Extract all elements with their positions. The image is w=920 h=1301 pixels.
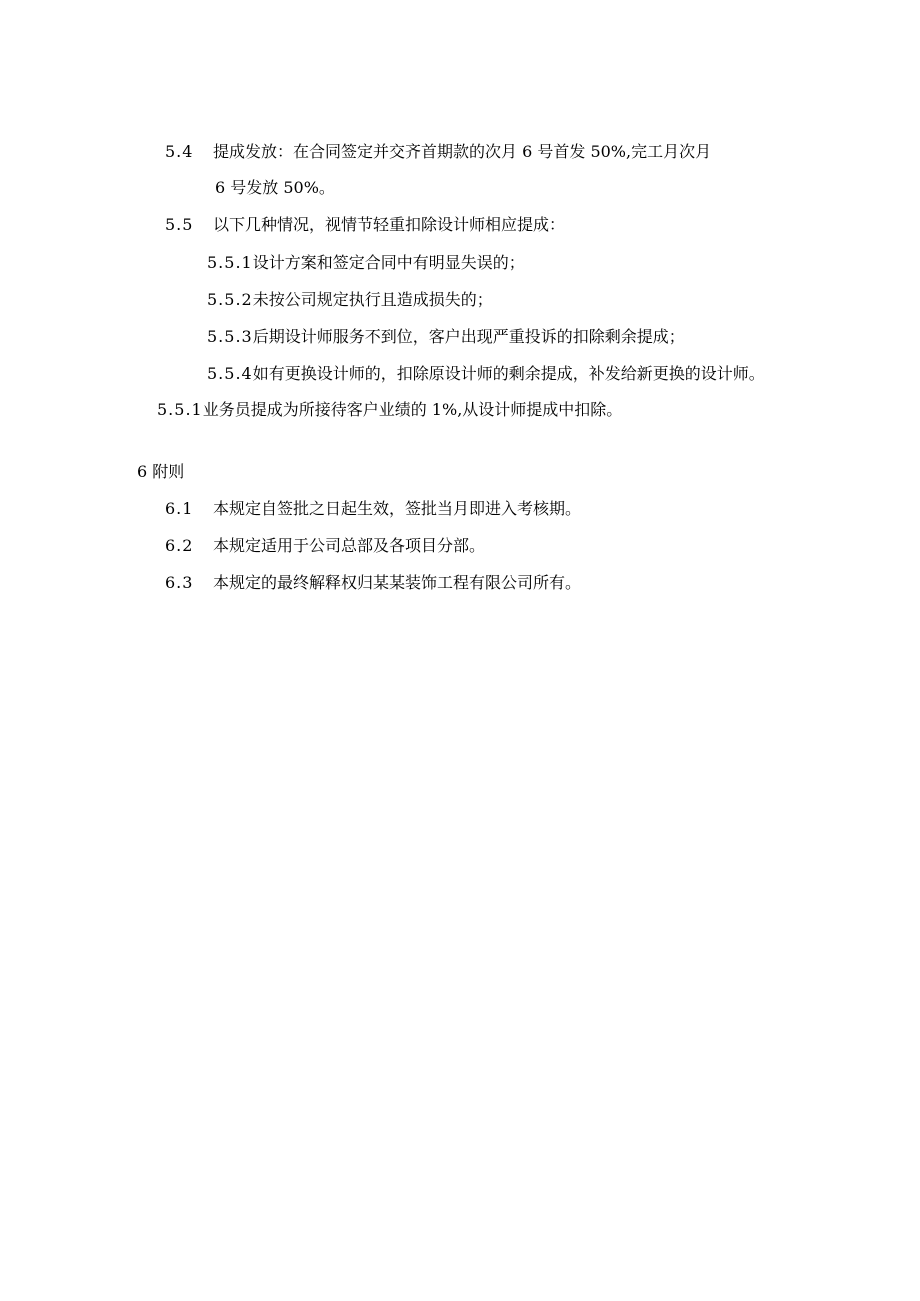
item-6-2 (165, 536, 485, 556)
item-text: 本规定适用于公司总部及各项目分部。 (213, 536, 486, 555)
sub-item-text: 后期设计师服务不到位，客户出现严重投诉的扣除剩余提成； (252, 327, 685, 346)
item-6-1 (165, 499, 581, 519)
sub-item-number: 5.5.4 (207, 364, 253, 383)
item-number: 5.5 (165, 215, 194, 234)
item-text: 本规定的最终解释权归某某装饰工程有限公司所有。 (213, 573, 582, 592)
item-text-continuation: 6 号发放 50%。 (215, 178, 335, 197)
sub-item-number: 5.5.2 (207, 290, 253, 309)
item-text: 以下几种情况，视情节轻重扣除设计师相应提成： (213, 215, 566, 234)
item-number: 6.2 (165, 536, 194, 555)
item-6-3 (165, 573, 581, 593)
sub-item-text: 如有更换设计师的，扣除原设计师的剩余提成，补发给新更换的设计师。 (252, 364, 765, 383)
item-5-4-line1 (165, 142, 711, 162)
item-extra-5-5-1 (157, 400, 622, 420)
item-text: 本规定自签批之日起生效，签批当月即进入考核期。 (213, 499, 582, 518)
sub-item-5-5-1 (207, 253, 525, 273)
item-5-4-line2 (215, 178, 335, 198)
sub-item-number: 5.5.3 (207, 327, 253, 346)
item-number: 6.1 (165, 499, 194, 518)
item-text: 业务员提成为所接待客户业绩的 1%,从设计师提成中扣除。 (202, 400, 623, 419)
sub-item-text: 未按公司规定执行且造成损失的； (252, 290, 493, 309)
sub-item-5-5-3 (207, 327, 685, 347)
sub-item-text: 设计方案和签定合同中有明显失误的； (252, 253, 525, 272)
sub-item-5-5-4 (207, 364, 765, 384)
item-number: 5.4 (165, 142, 194, 161)
sub-item-number: 5.5.1 (207, 253, 253, 272)
item-5-5 (165, 215, 565, 235)
item-number: 5.5.1 (157, 400, 203, 419)
section-6-heading: 6 附则 (137, 462, 185, 481)
item-number: 6.3 (165, 573, 194, 592)
sub-item-5-5-2 (207, 290, 493, 310)
item-text: 提成发放：在合同签定并交齐首期款的次月 6 号首发 50%,完工月次月 (213, 142, 712, 161)
